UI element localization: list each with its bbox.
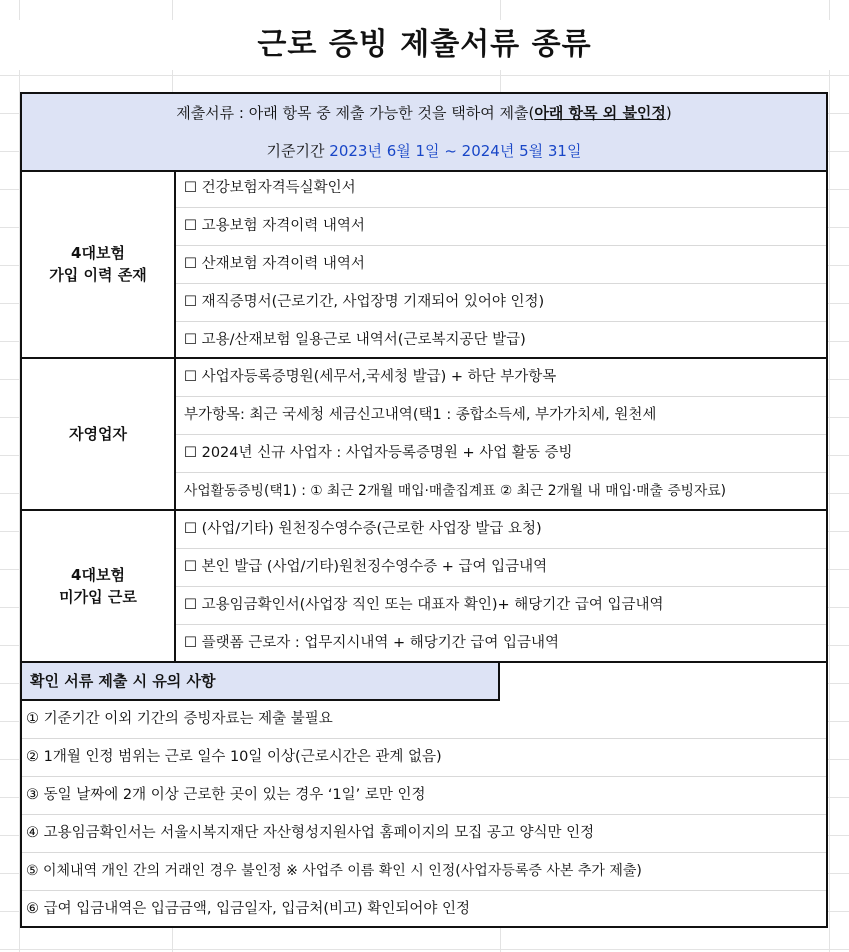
group-label <box>22 170 176 357</box>
list-item[interactable]: ☐ 산재보험 자격이력 내역서 <box>176 246 826 284</box>
list-item[interactable]: ☐ 2024년 신규 사업자 : 사업자등록증명원 + 사업 활동 증빙 <box>176 435 826 473</box>
list-item: 사업활동증빙(택1) : ① 최근 2개월 매입·매출집계표 ② 최근 2개월 내 매입·매출 증빙자료) <box>184 483 727 499</box>
submission-instruction <box>22 102 826 123</box>
group-label-line1: 4대보험 <box>71 566 125 584</box>
period-label: 기준기간 <box>266 142 325 160</box>
list-item[interactable]: ☐ 고용임금확인서(사업장 직인 또는 대표자 확인)+ 해당기간 급여 입금내역 <box>176 587 826 625</box>
period-value: 2023년 6월 1일 ~ 2024년 5월 31일 <box>329 142 582 160</box>
list-item[interactable]: ☐ 재직증명서(근로기간, 사업장명 기재되어 있어야 인정) <box>176 284 826 322</box>
group-items <box>176 170 826 357</box>
group-label-line2: 미가입 근로 <box>59 588 137 606</box>
list-item[interactable]: ☐ (사업/기타) 원천징수영수증(근로한 사업장 발급 요청) <box>176 511 826 549</box>
list-item[interactable]: ☐ 사업자등록증명원(세무서,국세청 발급) + 하단 부가항목 <box>176 359 826 397</box>
group-label-line1: 4대보험 <box>71 243 125 262</box>
grid-column-line <box>829 0 830 952</box>
list-item[interactable]: ☐ 건강보험자격득실확인서 <box>176 170 826 208</box>
group-label <box>22 511 176 661</box>
list-item[interactable]: ☐ 고용보험 자격이력 내역서 <box>176 208 826 246</box>
list-item[interactable]: ☐ 본인 발급 (사업/기타)원천징수영수증 + 급여 입금내역 <box>176 549 826 587</box>
group-insured <box>22 170 826 359</box>
note-item: ③ 동일 날짜에 2개 이상 근로한 곳이 있는 경우 ‘1일’ 로만 인정 <box>22 777 826 815</box>
notes-title: 확인 서류 제출 시 유의 사항 <box>22 663 500 701</box>
group-items <box>176 511 826 661</box>
note-item: ① 기준기간 이외 기간의 증빙자료는 제출 불필요 <box>22 701 826 739</box>
note-item: ⑥ 급여 입금내역은 입금금액, 입금일자, 입금처(비고) 확인되어야 인정 <box>26 901 470 917</box>
instruction-text: 제출서류 : 아래 항목 중 제출 가능한 것을 택하여 제출( <box>176 104 535 122</box>
note-item: ④ 고용임금확인서는 서울시복지재단 자산형성지원사업 홈페이지의 모집 공고 양식만 인정 <box>22 815 826 853</box>
group-label-line1: 자영업자 <box>69 425 127 443</box>
group-items <box>176 359 826 509</box>
instruction-suffix: ) <box>665 104 672 122</box>
document-sheet <box>20 92 828 928</box>
group-self-employed <box>22 359 826 511</box>
notes-list <box>22 701 826 928</box>
list-item[interactable]: ☐ 고용/산재보험 일용근로 내역서(근로복지공단 발급) <box>184 332 526 348</box>
group-label-line2: 가입 이력 존재 <box>49 265 147 284</box>
list-item[interactable]: ☐ 플랫폼 근로자 : 업무지시내역 + 해당기간 급여 입금내역 <box>184 635 560 651</box>
instruction-emphasis: 아래 항목 외 불인정 <box>534 104 666 122</box>
list-item: 부가항목: 최근 국세청 세금신고내역(택1 : 종합소득세, 부가가치세, 원천세 <box>176 397 826 435</box>
page-title: 근로 증빙 제출서류 종류 <box>0 20 849 70</box>
group-uninsured <box>22 511 826 663</box>
header-box <box>22 94 826 172</box>
note-item: ② 1개월 인정 범위는 근로 일수 10일 이상(근로시간은 관계 없음) <box>22 739 826 777</box>
group-label <box>22 359 176 509</box>
reference-period <box>22 140 826 161</box>
note-item: ⑤ 이체내역 개인 간의 거래인 경우 불인정 ※ 사업주 이름 확인 시 인정(사업자등록증 사본 추가 제출) <box>22 853 826 891</box>
